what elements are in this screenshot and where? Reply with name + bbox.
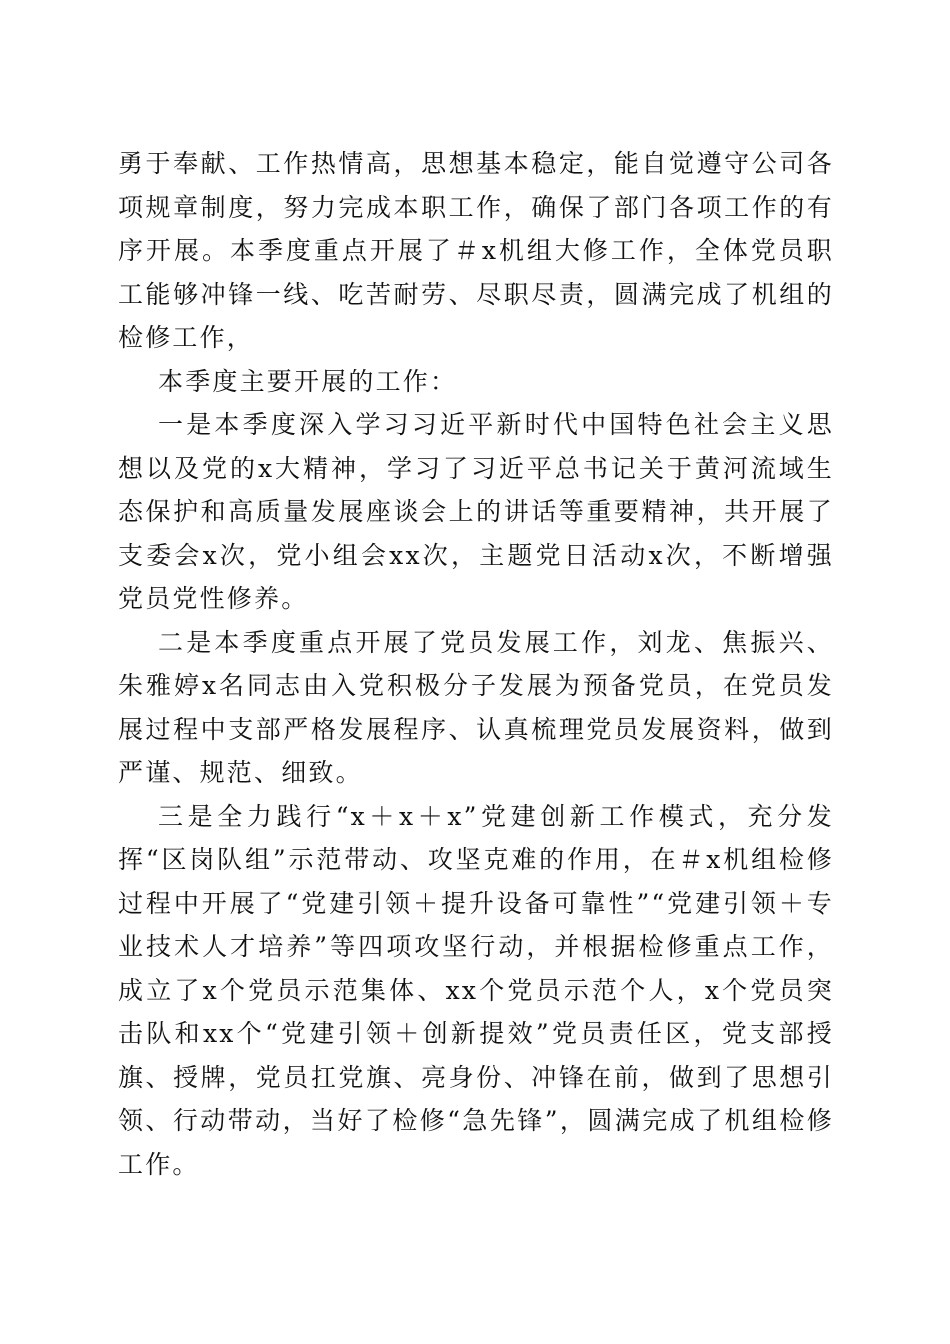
- document-body: [118, 142, 834, 1186]
- paragraph-work-intro: 本季度主要开展的工作：: [158, 366, 458, 396]
- paragraph-item-three: 三是全力践行“x＋x＋x”党建创新工作模式，充分发挥“区岗队组”示范带动、攻坚克难的作用，在＃x机组检修过程中开展了“党建引领＋提升设备可靠性”“党建引领＋专业技术人才培养”等四项攻坚行动，并根据检修重点工作，成立了x个党员示范集体、xx个党员示范个人，x个党员突击队和xx个“党建引领＋创新提效”党员责任区，党支部授旗、授牌，党员扛党旗、亮身份、冲锋在前，做到了思想引领、行动带动，当好了检修“急先锋”，圆满完成了机组检修工作。: [118, 801, 834, 1179]
- paragraph-item-two: 二是本季度重点开展了党员发展工作，刘龙、焦振兴、朱雅婷x名同志由入党积极分子发展为预备党员，在党员发展过程中支部严格发展程序、认真梳理党员发展资料，做到严谨、规范、细致。: [118, 627, 834, 787]
- paragraph-continuation: 勇于奉献、工作热情高，思想基本稳定，能自觉遵守公司各项规章制度，努力完成本职工作，确保了部门各项工作的有序开展。本季度重点开展了＃x机组大修工作，全体党员职工能够冲锋一线、吃苦耐劳、尽职尽责，圆满完成了机组的检修工作，: [118, 149, 834, 352]
- paragraph-item-one: 一是本季度深入学习习近平新时代中国特色社会主义思想以及党的x大精神，学习了习近平总书记关于黄河流域生态保护和高质量发展座谈会上的讲话等重要精神，共开展了支委会x次，党小组会xx次，主题党日活动x次，不断增强党员党性修养。: [118, 410, 834, 613]
